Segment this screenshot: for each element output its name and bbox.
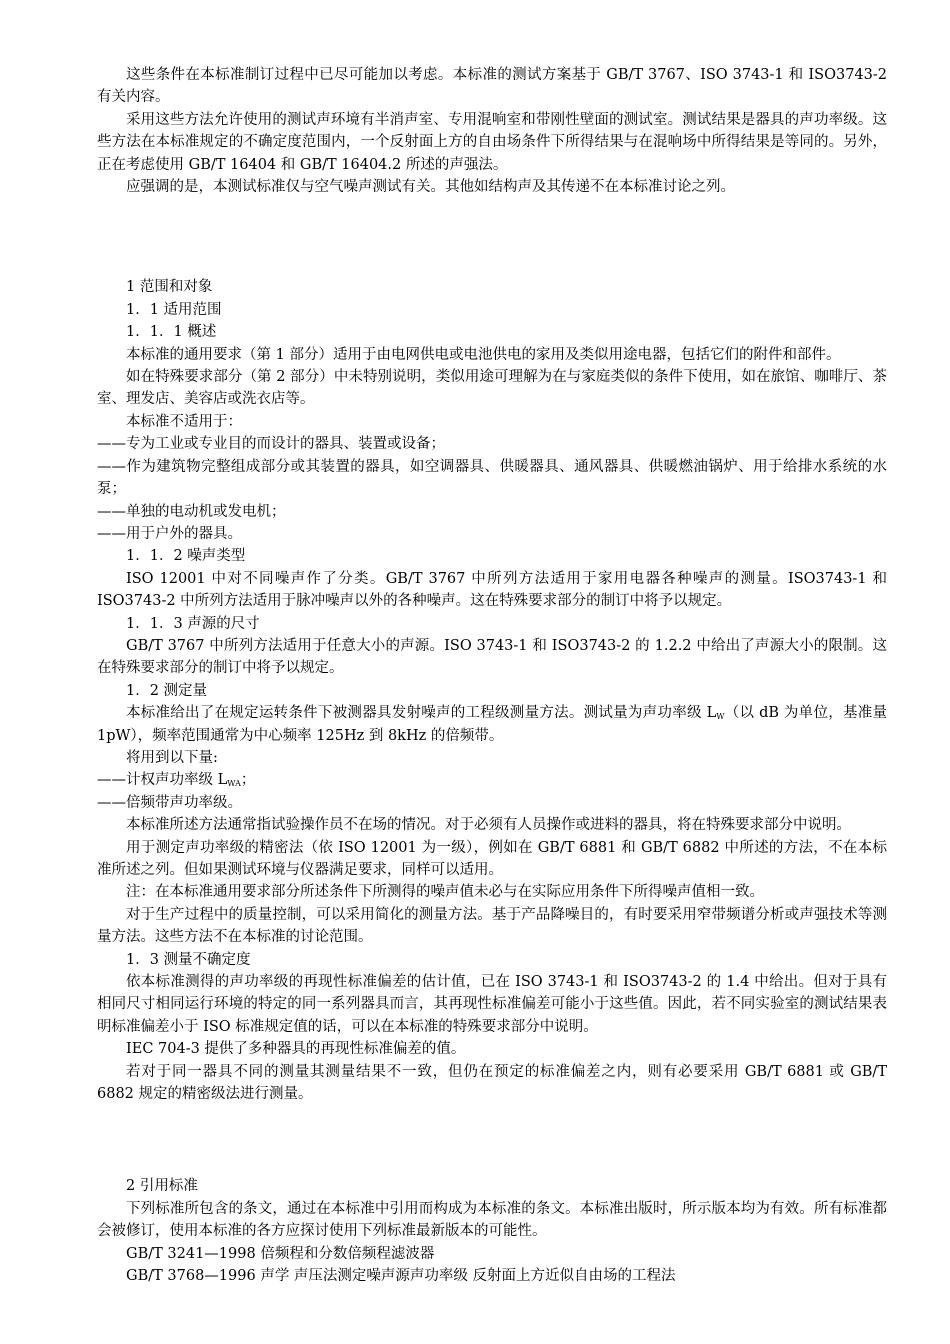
section-1-1-2-heading: 1．1．2 噪声类型 [126,548,246,565]
section-gap [97,1105,887,1175]
paragraph: 本标准不适用于： [126,413,242,430]
section-2-heading: 2 引用标准 [126,1178,198,1195]
paragraph: 用于测定声功率级的精密法（依 ISO 12001 为一级），例如在 GB/T 6881 和 GB/T 6882 中所述的方法，不在本标准所述之列。但如果测试环境与仪器满足要求，同样可以适用。 [97,839,887,878]
paragraph: 依本标准测得的声功率级的再现性标准偏差的估计值，已在 ISO 3743-1 和 ISO3743-2 的 1.4 中给出。但对于具有相同尺寸相同运行环境的特定的同一系列器具而言，其再现性标准偏差可能小于这些值。因此，若不同实验室的测试结果表明标准偏差小于 ISO 标准规定值的话，可以在本标准的特殊要求部分中说明。 [97,974,887,1035]
paragraph: ISO 12001 中对不同噪声作了分类。GB/T 3767 中所列方法适用于家用电器各种噪声的测量。ISO3743-1 和 ISO3743-2 中所列方法适用于脉冲噪声以外的各种噪声。这在特殊要求部分的制订中将予以规定。 [97,570,887,610]
document-page [97,64,887,1288]
paragraph: IEC 704-3 提供了多种器具的再现性标准偏差的值。 [126,1041,466,1058]
section-1-heading: 1 范围和对象 [126,279,213,296]
paragraph: 将用到以下量: [126,749,218,766]
paragraph: GB/T 3767 中所列方法适用于任意大小的声源。ISO 3743-1 和 ISO3743-2 的 1.2.2 中给出了声源大小的限制。这在特殊要求部分的制订中将予以规定。 [97,637,887,677]
section-1-1-1-heading: 1．1．1 概述 [126,324,217,341]
intro-paragraph-1: 这些条件在本标准制订过程中已尽可能加以考虑。本标准的测试方案基于 GB/T 3767、ISO 3743-1 和 ISO3743-2 有关内容。 [97,67,887,106]
section-1-2-heading: 1．2 测定量 [126,682,208,699]
dash-list-item: ——专为工业或专业目的而设计的器具、装置或设备； [97,436,445,453]
paragraph: 若对于同一器具不同的测量其测量结果不一致，但仍在预定的标准偏差之内，则有必要采用 GB/T 6881 或 GB/T 6882 规定的精密级法进行测量。 [97,1063,887,1103]
subscript: WA [227,779,241,789]
intro-paragraph-3: 应强调的是，本测试标准仅与空气噪声测试有关。其他如结构声及其传递不在本标准讨论之列。 [126,179,735,196]
paragraph: 本标准所述方法通常指试验操作员不在场的情况。对于必须有人员操作或进料的器具，将在特殊要求部分中说明。 [126,817,851,834]
text-run: （以 dB 为单位，基准量 1pW），频率范围通常为中心频率 125Hz 到 8kHz 的倍频带。 [97,705,887,744]
section-1-3-heading: 1．3 测量不确定度 [126,951,251,968]
text-run: ——计权声功率级 L [97,772,228,789]
dash-list-item: ——单独的电动机或发电机； [97,503,286,520]
paragraph: 本标准的通用要求（第 1 部分）适用于由电网供电或电池供电的家用及类似用途电器，包括它们的附件和部件。 [126,346,841,363]
paragraph: 下列标准所包含的条文，通过在本标准中引用而构成为本标准的条文。本标准出版时，所示版本均为有效。所有标准都会被修订，使用本标准的各方应探讨使用下列标准最新版本的可能性。 [97,1200,887,1240]
intro-paragraph-2: 采用这些方法允许使用的测试声环境有半消声室、专用混响室和带刚性壁面的测试室。测试结果是器具的声功率级。这些方法在本标准规定的不确定度范围内，一个反射面上方的自由场条件下所得结果与在混响场中所得结果是等同的。另外，正在考虑使用 GB/T 16404 和 GB/T 16404.2 所述的声强法。 [97,111,887,173]
dash-list-item: ——作为建筑物完整组成部分或其装置的器具，如空调器具、供暖器具、通风器具、供暖燃油锅炉、用于给排水系统的水泵； [97,458,887,498]
paragraph [97,702,887,747]
dash-list-item: ——用于户外的器具。 [97,525,242,542]
dash-list-item [97,769,887,791]
dash-list-item: ——倍频带声功率级。 [97,794,242,811]
section-1-1-heading: 1．1 适用范围 [126,301,222,318]
paragraph: 对于生产过程中的质量控制，可以采用简化的测量方法。基于产品降噪目的，有时要采用窄带频谱分析或声强技术等测量方法。这些方法不在本标准的讨论范围。 [97,906,887,946]
reference-item: GB/T 3241—1998 倍频程和分数倍频程滤波器 [126,1245,435,1262]
paragraph: 如在特殊要求部分（第 2 部分）中未特别说明，类似用途可理解为在与家庭类似的条件下使用，如在旅馆、咖啡厅、茶室、理发店、美容店或洗衣店等。 [97,369,887,408]
reference-item: GB/T 3768—1996 声学 声压法测定噪声源声功率级 反射面上方近似自由场的工程法 [126,1268,676,1285]
text-run: ； [240,772,256,789]
text-run: 本标准给出了在规定运转条件下被测器具发射噪声的工程级测量方法。测试量为声功率级 L [126,705,717,722]
subscript: W [716,712,725,722]
section-gap [97,198,887,276]
note-paragraph: 注：在本标准通用要求部分所述条件下所测得的噪声值未必与在实际应用条件下所得噪声值相一致。 [126,884,764,901]
section-1-1-3-heading: 1．1．3 声源的尺寸 [126,615,260,632]
